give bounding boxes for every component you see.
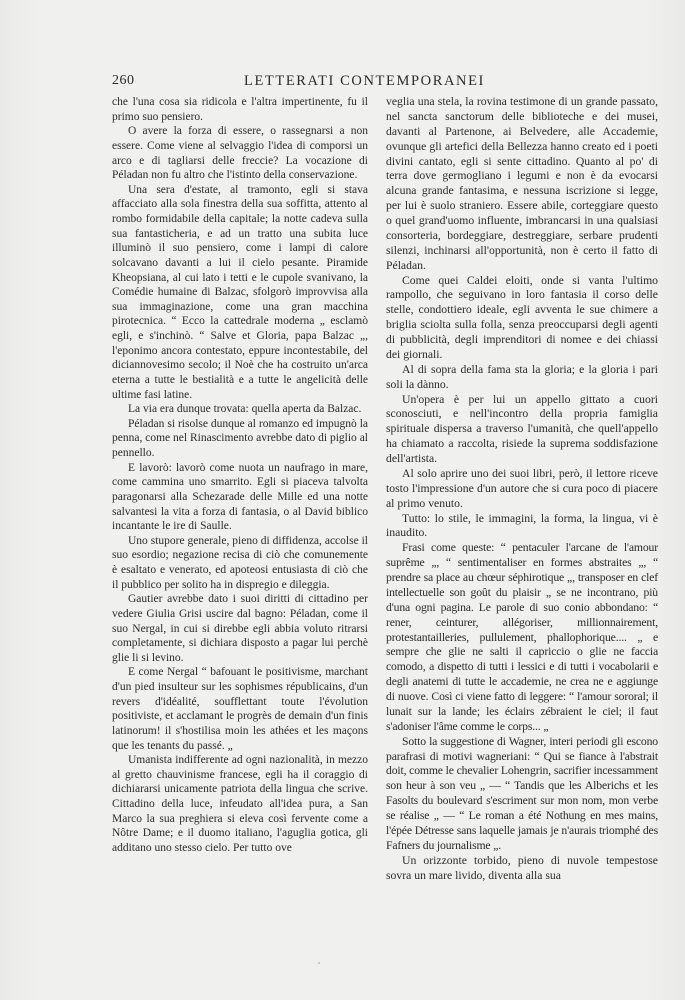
paragraph: O avere la forza di essere, o rassegnarsi a non essere. Come viene al selvaggio l'idea di comporsi un arco e di tagliarsi delle freccie? La vocazione di Péladan non fu altro che l'istinto della conservazione.	[112, 125, 368, 182]
left-column	[112, 95, 368, 856]
paragraph: Gautier avrebbe dato i suoi diritti di cittadino per vedere Giulia Grisi uscire dal bagno: Péladan, come il suo Nergal, in cui si direbbe egli abbia voluto ritrarsi completamente, si dichiara disposto a pagar lui perchè glie li si levino.	[112, 593, 368, 664]
paragraph: E come Nergal “ bafouant le positivisme, marchant d'un pied insulteur sur les sophismes républicains, d'un revers d'idéalité, soufflettant toute l'évolution positiviste, et acclamant le progrès de demain d'un finis latinorum! il s'hostilisa moin les athées et les maçons que les tenants du passé. „	[112, 666, 368, 752]
paragraph: Una sera d'estate, al tramonto, egli si stava affacciato alla sola finestra della sua soffitta, attento al rombo formidabile della capitale; la notte cadeva sulla sua fantasticheria, e ad un tratto una subita luce illuminò il suo pensiero, come i lampi di calore solcavano davanti a lui il cielo pesante. Piramide Kheopsiana, al cui lato i tetti e le cupole svanivano, la Comédie humaine di Balzac, sfolgorò improvvisa alla sua immaginazione, come una gran macchina pirotecnica. “ Ecco la cattedrale moderna „ esclamò egli, e s'inchinò. “ Salve et Gloria, papa Balzac „, l'eponimo ancora contestato, eppure incontestabile, del diciannovesimo secolo; il Noè che ha costruito un'arca eterna a tutte le bestialità e a tutte le angelicità delle ultime fasi latine.	[112, 183, 368, 401]
paragraph: Al di sopra della fama sta la gloria; e la gloria i pari soli la dànno.	[386, 362, 658, 391]
paragraph: Al solo aprire uno dei suoi libri, però, il lettore riceve tosto l'impressione d'un autore che si cura poco di piacere al primo venuto.	[386, 466, 658, 510]
paragraph: Come quei Caldei eloiti, onde si vanta l'ultimo rampollo, che seguivano in loro fantasia il corso delle stelle, condottiero ideale, egli avventa le sue chimere a briglia sciolta sulla folla, senza preoccuparsi degli agenti di pubblicità, degli imprenditori di nomee e dei chiassi dei giornali.	[386, 273, 658, 361]
paragraph: Tutto: lo stile, le immagini, la forma, la lingua, vi è inaudito.	[386, 511, 658, 540]
paragraph: che l'una cosa sia ridicola e l'altra impertinente, fu il primo suo pensiero.	[112, 96, 368, 123]
paragraph: E lavorò: lavorò come nuota un naufrago in mare, come cammina uno smarrito. Egli si piaceva talvolta paragonarsi alla Schezarade delle Mille ed una notte salvantesi la vita a forza di fantasia, o al David biblico incantante le ire di Saulle.	[112, 461, 368, 533]
page-number: 260	[112, 73, 135, 88]
paragraph: veglia una stela, la rovina testimone di un grande passato, nel sancta sanctorum delle biblioteche e dei musei, davanti al Partenone, ai Belvedere, alle Accademie, ovunque gli artefici della Bellezza hanno creato ed i poeti divini cantato, egli si sente cittadino. Quanto al po' di terra dove germogliano i legumi e non è da evocarsi alcuna grande fantasima, e nessuna iscrizione si legge, per lui è suolo straniero. Essere abile, corteggiare questo o quel grand'uomo influente, imbrancarsi in una qualsiasi consorteria, bordeggiare, destreggiare, serbare prudenti silenzi, inchinarsi all'opportunità, non è certo il fatto di Péladan.	[386, 95, 658, 272]
paragraph: Un'opera è per lui un appello gittato a cuori sconosciuti, e nell'incontro della propria famiglia spirituale dispersa a traverso l'umanità, che quell'appello ha chiamato a raccolta, risiede la suprema soddisfazione dell'artista.	[386, 392, 658, 465]
paragraph: Frasi come queste: “ pentaculer l'arcane de l'amour suprême „, “ sentimentaliser en formes abstraites „, “ prendre sa place au chœur séphirotique „, transposer en clef intellectuelle son goût du plaisir „ se ne incontrano, più d'una ogni pagina. Le parole di suo conio abbondano: “ rener, ceinturer, allégoriser, millionnairement, protestantailleries, pullulement, phallophorique.... „ e sempre che glie ne salti il capriccio o glie ne faccia comodo, a dispetto di tutti i lessici e di tutti i vocabolarii e degli anatemi di tutte le accademie, ne crea ne e aggiunge di nuove. Così ci viene fatto di leggere: “ l'amour sororal; il lunait sur la lande; les éclairs zébraient le ciel; il faut s'adoniser l'âme comme le corps... „	[386, 541, 658, 733]
paragraph: Sotto la suggestione di Wagner, interi periodi gli escono parafrasi di motivi wagneriani: “ Qui se fiance à l'abstrait doit, comme le chevalier Lohengrin, sacrifier incessamment son heur à son veu „ — “ Tandis que les Alberichs et les Fasolts du boulevard s'escriment sur mon nom, mon verbe se réalise „ — “ Le roman a été Nothung en mes mains, l'épée Détresse sans laquelle jamais je n'aurais triomphé des Fafners du journalisme „.	[386, 734, 658, 852]
paragraph: Péladan si risolse dunque al romanzo ed impugnò la penna, come nel Rinascimento avrebbe dato di piglio al pennello.	[112, 417, 368, 459]
page-header	[112, 73, 655, 93]
paragraph: Un orizzonte torbido, pieno di nuvole tempestose sovra un mare livido, diventa alla sua	[386, 853, 658, 882]
right-column	[386, 95, 658, 883]
paper-speck	[318, 962, 320, 964]
running-head: LETTERATI CONTEMPORANEI	[244, 73, 485, 89]
paragraph: Uno stupore generale, pieno di diffidenza, accolse il suo esordio; negazione recisa di ciò che comunemente è esaltato e venerato, ed apoteosi entusiasta di ciò che il pubblico per solito ha in dispregio e dileggia.	[112, 534, 368, 591]
paragraph: Umanista indifferente ad ogni nazionalità, in mezzo al gretto chauvinisme francese, egli ha il coraggio di dichiararsi unicamente patriota della lingua che scrive. Cittadino della luce, infeudato all'idea pura, a San Marco la sua preghiera si eleva così fervente come a Nôtre Dame; e il duomo italiano, l'aguglia gotica, gli additano uno stesso cielo. Per tutto ove	[112, 754, 368, 854]
paragraph: La via era dunque trovata: quella aperta da Balzac.	[128, 403, 362, 416]
